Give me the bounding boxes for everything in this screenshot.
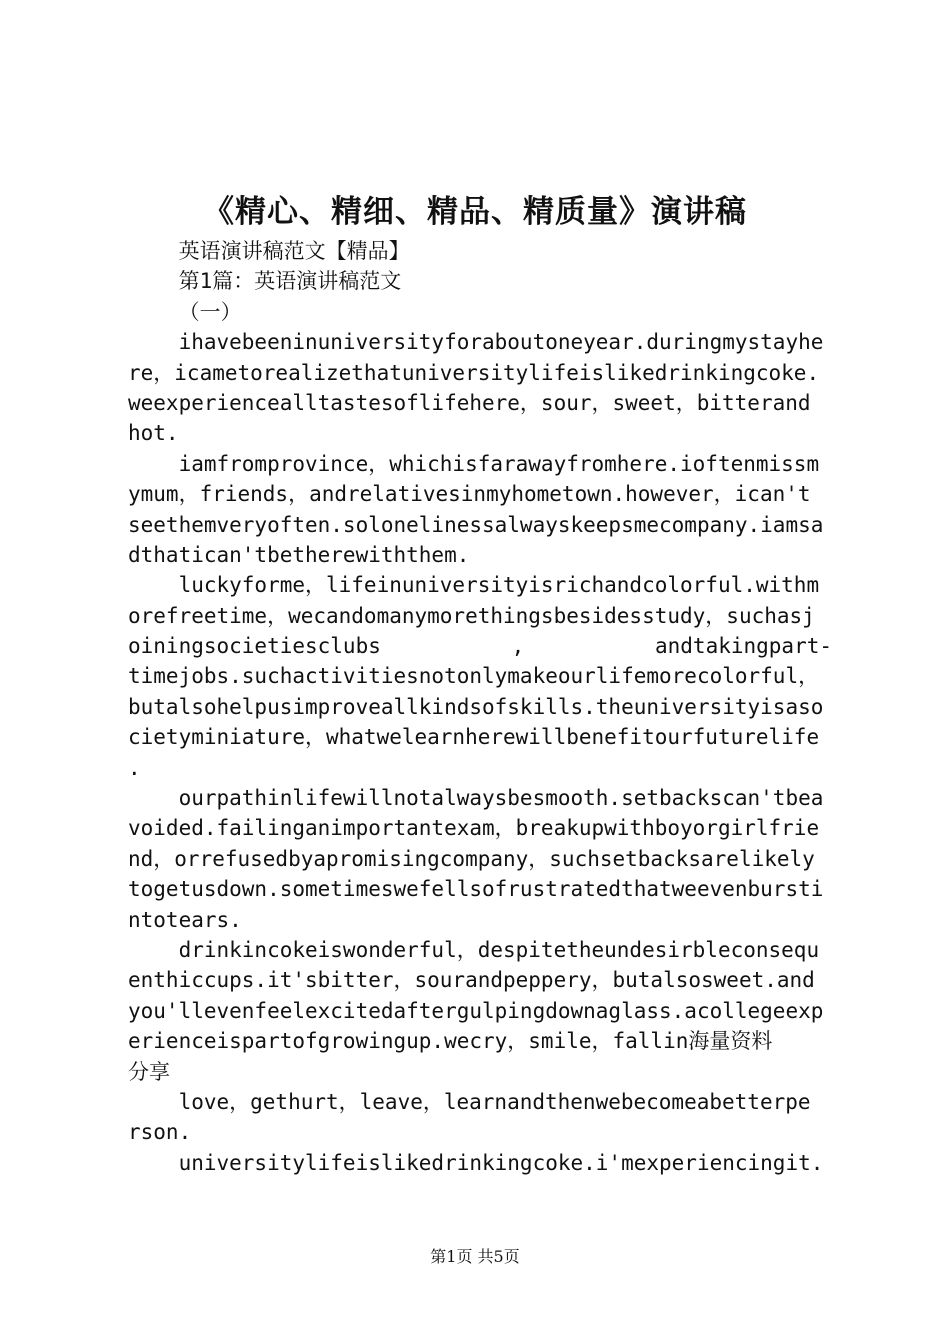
body-line: nd，orrefusedbyapromisingcompany，suchsetbacksarelikely xyxy=(128,846,815,871)
body-line: iamfromprovince，whichisfarawayfromhere.ioftenmissm xyxy=(128,451,820,476)
body-line: 英语演讲稿范文【精品】 xyxy=(128,239,410,263)
body-line: dthatican'tbetherewiththem. xyxy=(128,542,470,567)
body-line: hot. xyxy=(128,421,179,446)
body-line: drinkincokeiswonderful，despitetheundesirbleconsequ xyxy=(128,937,820,962)
body-line: re，icametorealizethatuniversitylifeislikedrinkingcoke. xyxy=(128,360,820,385)
body-line: 第1篇：英语演讲稿范文 xyxy=(128,269,402,294)
body-line: love，gethurt，leave，learnandthenwebecomeabetterpe xyxy=(128,1089,811,1114)
body-line: oiningsocietiesclubs , andtakingpart- xyxy=(128,634,832,659)
body-line: . xyxy=(128,755,141,780)
body-line: luckyforme，lifeinuniversityisrichandcolorful.withm xyxy=(128,573,820,598)
body-line: orefreetime，wecandomanymorethingsbesidesstudy，suchasj xyxy=(128,603,815,628)
body-line: ourpathinlifewillnotalwaysbesmooth.setbackscan'tbea xyxy=(128,786,824,811)
body-line: ihavebeeninuniversityforaboutoneyear.duringmystayhe xyxy=(128,330,824,355)
body-line: weexperiencealltastesoflifehere，sour，sweet，bitterand xyxy=(128,390,811,415)
body-line: （一） xyxy=(128,299,242,324)
body-line: ymum，friends，andrelativesinmyhometown.however，ican't xyxy=(128,482,811,507)
page-footer: 第1页 共5页 xyxy=(430,1247,520,1266)
body-line: togetusdown.sometimeswefellsofrustratedthatweevenbursti xyxy=(128,877,824,902)
body-line: cietyminiature，whatwelearnherewillbenefitourfuturelife xyxy=(128,725,820,750)
body-line: you'llevenfeelexcitedaftergulpingdownaglass.acollegeexp xyxy=(128,998,824,1023)
body-line: voided.failinganimportantexam，breakupwithboyorgirlfrie xyxy=(128,816,820,841)
body-line: ntotears. xyxy=(128,907,242,932)
body-line: rson. xyxy=(128,1120,192,1145)
body-line: seethemveryoften.solonelinessalwayskeepsmecompany.iamsa xyxy=(128,512,824,537)
body-line: enthiccups.it'sbitter，sourandpeppery，butalsosweet.and xyxy=(128,968,815,993)
body-line: 分享 xyxy=(128,1059,170,1084)
body-line: butalsohelpusimproveallkindsofskills.theuniversityisaso xyxy=(128,694,824,719)
body-line: erienceispartofgrowingup.wecry，smile，fallin海量资料 xyxy=(128,1029,773,1054)
body-line: timejobs.suchactivitiesnotonlymakeourlifemorecolorful， xyxy=(128,664,820,689)
document-title: 《精心、精细、精品、精质量》演讲稿 xyxy=(203,194,747,230)
document-body xyxy=(128,236,832,1178)
body-line: universitylifeislikedrinkingcoke.i'mexperiencingit. xyxy=(128,1150,824,1175)
